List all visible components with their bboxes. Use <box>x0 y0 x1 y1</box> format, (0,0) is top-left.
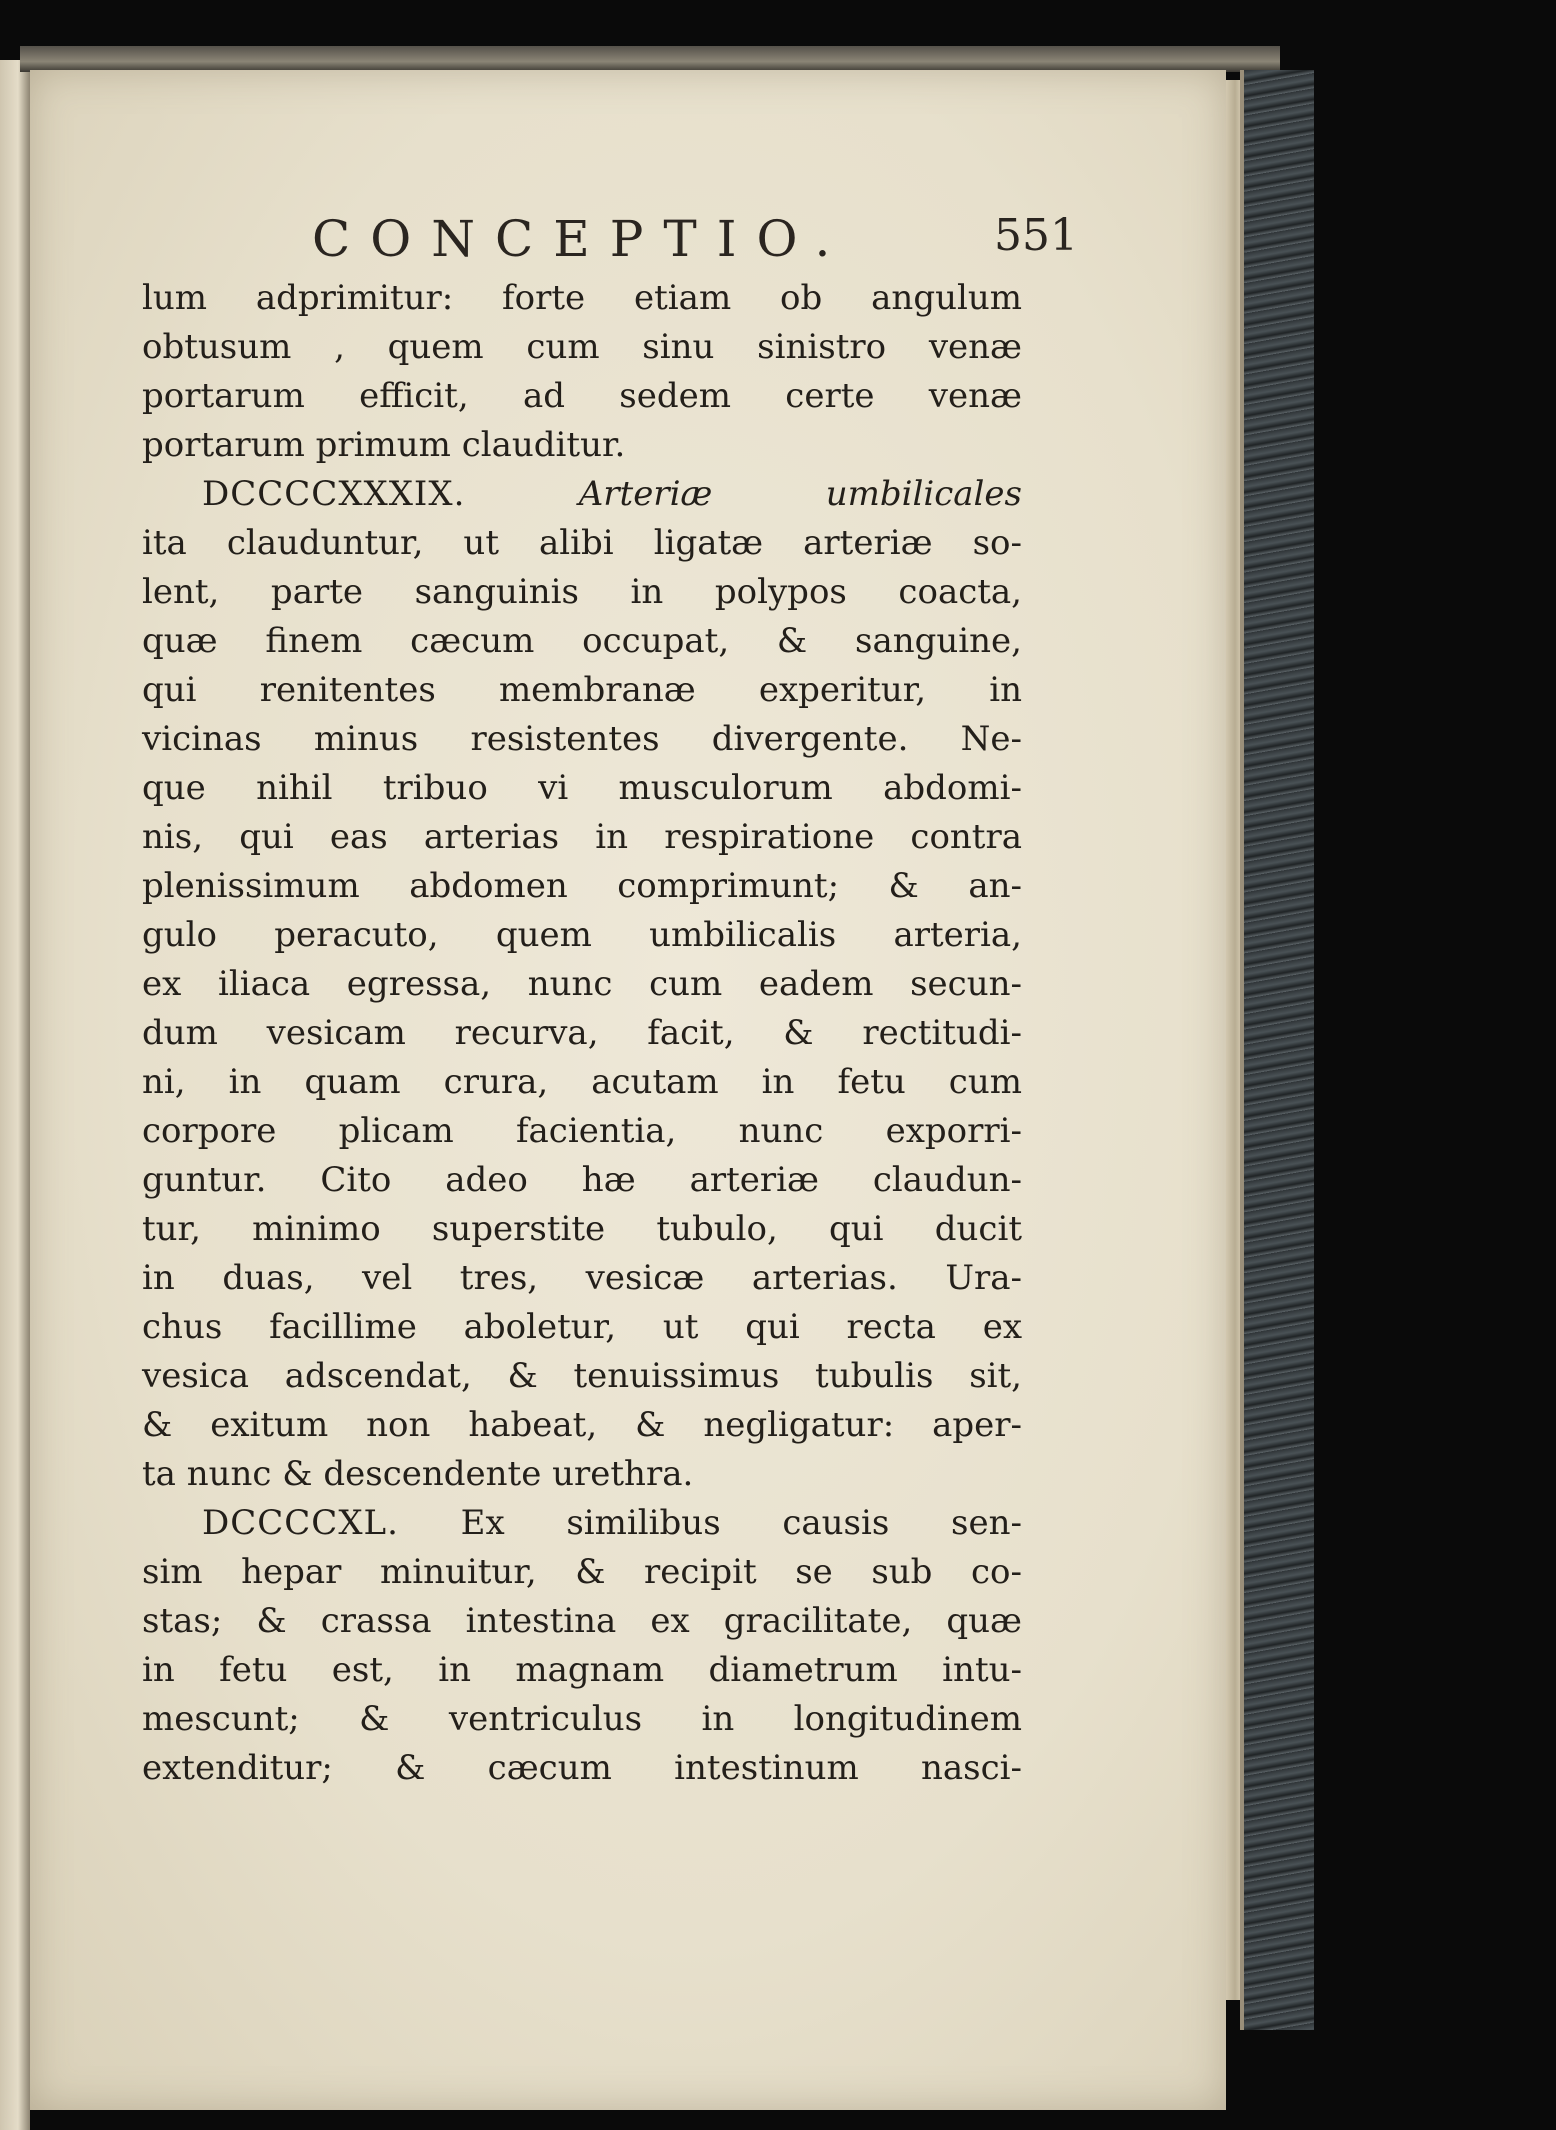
text-line: in duas, vel tres, vesicæ arterias. Ura- <box>142 1258 1022 1298</box>
text-line: obtusum , quem cum sinu sinistro venæ <box>142 327 1022 367</box>
text-line: guntur. Cito adeo hæ arteriæ claudun- <box>142 1160 1022 1200</box>
text-fragment: Ex similibus causis sen- <box>460 1503 1022 1543</box>
paragraph-start-line <box>142 1499 1022 1548</box>
text-line: in fetu est, in magnam diametrum intu- <box>142 1650 1022 1690</box>
text-line: gulo peracuto, quem umbilicalis arteria, <box>142 915 1022 955</box>
page-number: 551 <box>994 210 1078 261</box>
text-line: plenissimum abdomen comprimunt; & an- <box>142 866 1022 906</box>
text-line: ita clauduntur, ut alibi ligatæ arteriæ so- <box>142 523 1022 563</box>
facing-page-edge <box>0 60 30 2130</box>
text-line: portarum primum clauditur. <box>142 425 626 465</box>
text-line: ex iliaca egressa, nunc cum eadem secun- <box>142 964 1022 1004</box>
text-line: tur, minimo superstite tubulo, qui ducit <box>142 1209 1022 1249</box>
text-line: & exitum non habeat, & negligatur: aper- <box>142 1405 1022 1445</box>
text-line: vicinas minus resistentes divergente. Ne- <box>142 719 1022 759</box>
text-line: mescunt; & ventriculus in longitudinem <box>142 1699 1022 1739</box>
text-line: portarum efficit, ad sedem certe venæ <box>142 376 1022 416</box>
section-number: DCCCCXXXIX. <box>202 474 466 514</box>
binding-top-edge <box>20 46 1280 72</box>
text-line: lent, parte sanguinis in polypos coacta, <box>142 572 1022 612</box>
text-line: dum vesicam recurva, facit, & rectitudi- <box>142 1013 1022 1053</box>
marbled-cover <box>1240 70 1314 2030</box>
text-line: ni, in quam crura, acutam in fetu cum <box>142 1062 1022 1102</box>
text-line: quæ finem cæcum occupat, & sanguine, <box>142 621 1022 661</box>
text-line: chus facillime aboletur, ut qui recta ex <box>142 1307 1022 1347</box>
text-line: vesica adscendat, & tenuissimus tubulis sit, <box>142 1356 1022 1396</box>
italic-heading: Arteriæ umbilicales <box>578 474 1022 514</box>
text-line: qui renitentes membranæ experitur, in <box>142 670 1022 710</box>
text-line: lum adprimitur: forte etiam ob angulum <box>142 278 1022 318</box>
book-page <box>30 70 1226 2110</box>
text-line: ta nunc & descendente urethra. <box>142 1454 694 1494</box>
text-line: que nihil tribuo vi musculorum abdomi- <box>142 768 1022 808</box>
section-number: DCCCCXL. <box>202 1503 399 1543</box>
text-line: nis, qui eas arterias in respiratione contra <box>142 817 1022 857</box>
paragraph-start-line <box>142 470 1022 519</box>
text-line: sim hepar minuitur, & recipit se sub co- <box>142 1552 1022 1592</box>
text-line: stas; & crassa intestina ex gracilitate, quæ <box>142 1601 1022 1641</box>
page-header <box>30 210 1226 270</box>
text-line: extenditur; & cæcum intestinum nasci- <box>142 1748 1022 1788</box>
text-line: corpore plicam facientia, nunc exporri- <box>142 1111 1022 1151</box>
body-text <box>142 274 1022 1793</box>
running-head: CONCEPTIO. <box>312 210 851 268</box>
